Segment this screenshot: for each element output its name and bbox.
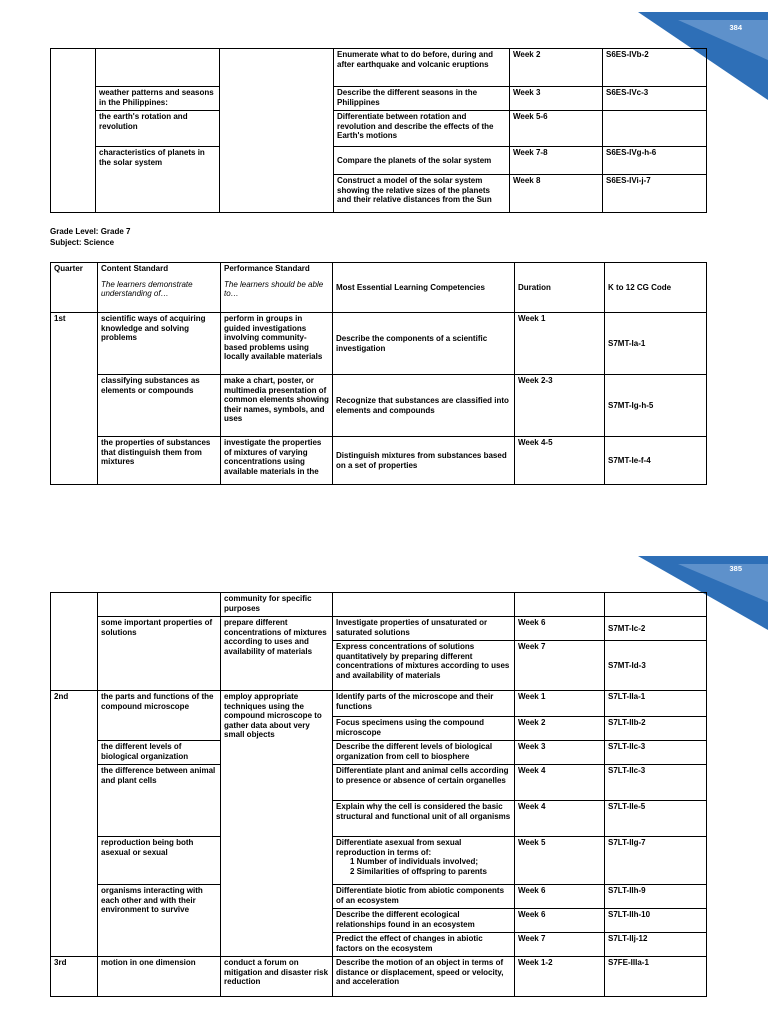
page-385: [0, 512, 768, 1024]
table-row: the properties of substances that distinguish them from mixtures investigate the properties of mixtures of varying concentrations using available materials in the Distinguish mixtures from substances based on a set of properties Week 4-5 S7MT-Ie-f-4: [51, 437, 707, 485]
header-code: K to 12 CG Code: [605, 263, 707, 313]
table-row: Describe the different ecological relationships found in an ecosystem Week 6 S7LT-IIh-10: [51, 909, 707, 933]
table-row: Express concentrations of solutions quantitatively by preparing different concentrations of mixtures according to uses and availability of materials Week 7 S7MT-Id-3: [51, 641, 707, 691]
table-row: the earth's rotation and revolution Differentiate between rotation and revolution and describe the effects of the Earth's motions Week 5-6: [51, 111, 707, 147]
quarter-cell: 3rd: [51, 957, 98, 997]
table-header-row: [51, 263, 707, 313]
table-row: 2nd the parts and functions of the compound microscope employ appropriate techniques using the compound microscope to gather data about very small objects Identify parts of the microscope and their functions Week 1 S7LT-IIa-1: [51, 691, 707, 717]
table-row: the difference between animal and plant cells Differentiate plant and animal cells according to presence or absence of certain organelles Week 4 S7LT-IIc-3: [51, 765, 707, 801]
table-row: weather patterns and seasons in the Philippines: Describe the different seasons in the Philippines Week 3 S6ES-IVc-3: [51, 87, 707, 111]
header-quarter: Quarter: [51, 263, 98, 313]
quarter-cell: 2nd: [51, 691, 98, 957]
table-row: reproduction being both asexual or sexual Differentiate asexual from sexual reproduction in terms of: 1 Number of individuals involved; 2 Similarities of offspring to parents Week 5 S7LT-IIg-7: [51, 837, 707, 885]
curriculum-table-grade7-continued: [50, 592, 707, 997]
table-row: some important properties of solutions prepare different concentrations of mixtures according to uses and availability of materials Investigate properties of unsaturated or saturated solutions Week 6 S7MT-Ic-2: [51, 617, 707, 641]
table-row: characteristics of planets in the solar system Compare the planets of the solar system Week 7-8 S6ES-IVg-h-6: [51, 147, 707, 175]
table-row: Explain why the cell is considered the basic structural and functional unit of all organisms Week 4 S7LT-IIe-5: [51, 801, 707, 837]
quarter-cell: 1st: [51, 313, 98, 485]
header-duration: Duration: [515, 263, 605, 313]
header-competencies: Most Essential Learning Competencies: [333, 263, 515, 313]
table-row: classifying substances as elements or compounds make a chart, poster, or multimedia presentation of common elements showing their names, symbols, and uses Recognize that substances are classified into elements and compounds Week 2-3 S7MT-Ig-h-5: [51, 375, 707, 437]
curriculum-table-grade7: [50, 262, 707, 485]
table-row: Focus specimens using the compound microscope Week 2 S7LT-IIb-2: [51, 717, 707, 741]
table-row: Construct a model of the solar system showing the relative sizes of the planets and their relative distances from the Sun Week 8 S6ES-IVi-j-7: [51, 175, 707, 213]
table-row: organisms interacting with each other and with their environment to survive Differentiate biotic from abiotic components of an ecosystem Week 6 S7LT-IIh-9: [51, 885, 707, 909]
table-row: 1st scientific ways of acquiring knowledge and solving problems perform in groups in guided investigations involving community-based problems using locally available materials Describe the components of a scientific investigation Week 1 S7MT-Ia-1: [51, 313, 707, 375]
header-performance-standard: Performance Standard The learners should be able to…: [221, 263, 333, 313]
table-row: community for specific purposes: [51, 593, 707, 617]
subject-label: Subject: Science: [50, 238, 115, 247]
table-row: 3rd motion in one dimension conduct a forum on mitigation and disaster risk reduction Describe the motion of an object in terms of distance or displacement, speed or velocity, and acceleration Week 1-2 S7FE-IIIa-1: [51, 957, 707, 997]
page-number: 385: [729, 564, 742, 573]
curriculum-table-grade6: [50, 48, 707, 213]
table-row: Predict the effect of changes in abiotic factors on the ecosystem Week 7 S7LT-IIj-12: [51, 933, 707, 957]
header-content-standard: Content Standard The learners demonstrate understanding of…: [98, 263, 221, 313]
table-row: Enumerate what to do before, during and after earthquake and volcanic eruptions Week 2 S6ES-IVb-2: [51, 49, 707, 87]
table-row: the different levels of biological organization Describe the different levels of biological organization from cell to biosphere Week 3 S7LT-IIc-3: [51, 741, 707, 765]
grade-level-label: Grade Level: Grade 7: [50, 227, 131, 236]
page-number: 384: [729, 23, 742, 32]
